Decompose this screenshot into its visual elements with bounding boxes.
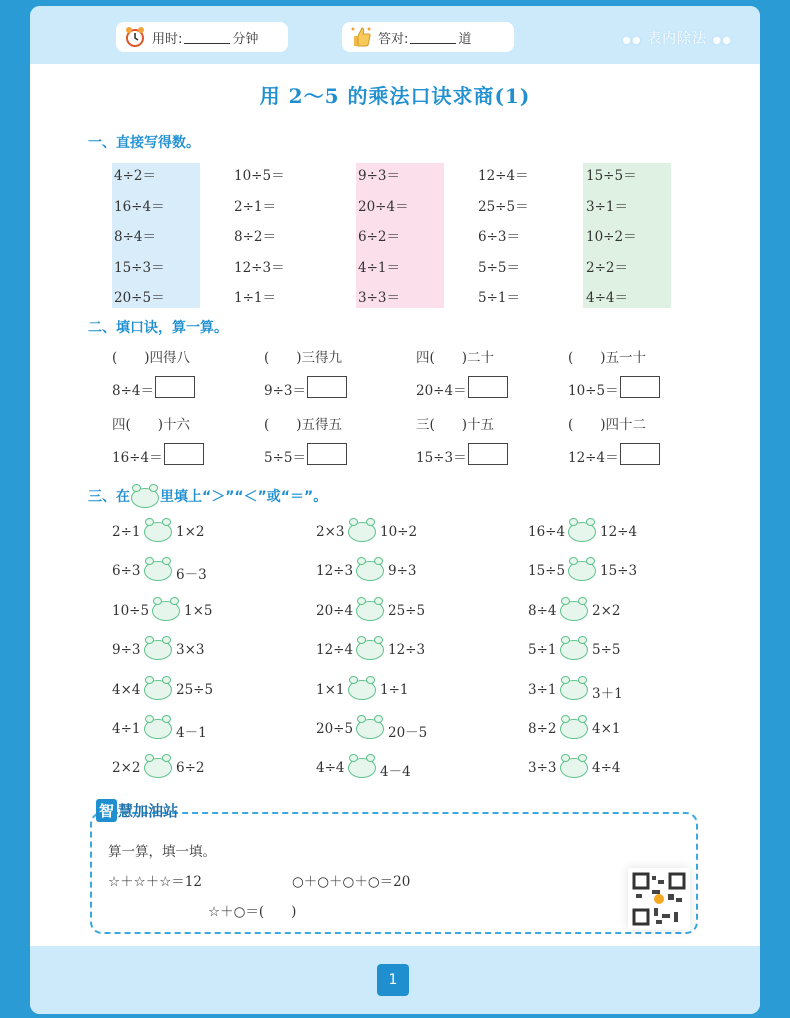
frog-circle-input[interactable] — [144, 518, 172, 540]
compare-right: 5÷5 — [592, 642, 621, 659]
compare-left: 2÷1 — [112, 524, 141, 540]
oral-calc-item[interactable]: 2÷1＝ — [234, 198, 276, 215]
frog-circle-input[interactable] — [568, 518, 596, 540]
compare-right: 4－1 — [176, 725, 207, 741]
frog-circle-icon — [131, 484, 159, 508]
multiplication-rhyme[interactable]: ( )三得九 — [264, 350, 343, 366]
frog-circle-input[interactable] — [144, 676, 172, 698]
compare-left: 1×1 — [316, 681, 345, 698]
answer-box[interactable] — [620, 443, 660, 465]
worksheet-page — [30, 6, 760, 1014]
frog-circle-input[interactable] — [356, 636, 384, 658]
frog-circle-input[interactable] — [356, 715, 384, 737]
compare-right: 15÷3 — [600, 563, 638, 580]
compare-right: 25÷5 — [176, 681, 214, 698]
oral-calc-item[interactable]: 10÷2＝ — [586, 229, 637, 245]
section1-heading: 一、直接写得数。 — [88, 135, 200, 151]
oral-calc-item[interactable]: 2÷2＝ — [586, 259, 628, 276]
oral-calc-item[interactable]: 9÷3＝ — [358, 168, 400, 184]
correct-pill — [342, 22, 514, 52]
compare-right: 10÷2 — [380, 524, 418, 540]
division-expression: 8÷4＝ — [112, 383, 154, 399]
compare-right: 20－5 — [388, 725, 428, 741]
oral-calc-item[interactable]: 5÷5＝ — [478, 259, 520, 276]
frog-circle-input[interactable] — [144, 636, 172, 658]
division-expression: 10÷5＝ — [568, 383, 619, 399]
frog-circle-input[interactable] — [568, 557, 596, 579]
compare-right: 3×3 — [176, 642, 205, 659]
oral-calc-item[interactable]: 4÷1＝ — [358, 259, 400, 276]
bonus-badge — [96, 798, 178, 822]
compare-left: 8÷4 — [528, 602, 557, 619]
frog-circle-input[interactable] — [348, 676, 376, 698]
multiplication-rhyme[interactable]: 三( )十五 — [416, 417, 495, 433]
compare-left: 12÷4 — [316, 642, 354, 659]
multiplication-rhyme[interactable]: ( )四得八 — [112, 350, 191, 366]
compare-left: 10÷5 — [112, 602, 150, 619]
bonus-instruction: 算一算，填一填。 — [108, 844, 216, 860]
compare-right: 6－3 — [176, 567, 207, 584]
oral-calc-item[interactable]: 1÷1＝ — [234, 290, 276, 306]
oral-calc-item[interactable]: 3÷3＝ — [358, 290, 400, 306]
oral-calc-item[interactable]: 6÷3＝ — [478, 229, 520, 245]
frog-circle-input[interactable] — [356, 597, 384, 619]
thumbs-up-icon — [348, 24, 374, 50]
frog-circle-input[interactable] — [560, 676, 588, 698]
frog-circle-input[interactable] — [144, 557, 172, 579]
correct-blank[interactable] — [410, 31, 456, 44]
multiplication-rhyme[interactable]: 四( )十六 — [112, 417, 191, 433]
compare-right: 1×2 — [176, 524, 205, 540]
bonus-eq3[interactable]: ☆＋○＝( ) — [208, 904, 297, 920]
frog-circle-input[interactable] — [144, 715, 172, 737]
compare-left: 2×2 — [112, 760, 141, 777]
compare-right: 25÷5 — [388, 602, 426, 619]
compare-left: 16÷4 — [528, 524, 566, 540]
time-blank[interactable] — [184, 31, 230, 44]
division-expression: 16÷4＝ — [112, 450, 163, 466]
page-number: 1 — [377, 964, 409, 996]
answer-box[interactable] — [468, 443, 508, 465]
answer-box[interactable] — [307, 443, 347, 465]
compare-right: 1÷1 — [380, 681, 409, 698]
answer-box[interactable] — [620, 376, 660, 398]
oral-calc-item[interactable]: 10÷5＝ — [234, 168, 285, 184]
oral-calc-item[interactable]: 16÷4＝ — [114, 198, 165, 215]
frog-circle-input[interactable] — [560, 597, 588, 619]
division-expression: 9÷3＝ — [264, 383, 306, 399]
compare-right: 3＋1 — [592, 685, 623, 702]
time-label: 用时: — [152, 31, 183, 47]
compare-right: 4－4 — [380, 764, 411, 781]
compare-right: 4÷4 — [592, 760, 621, 777]
oral-calc-item[interactable]: 8÷2＝ — [234, 229, 276, 245]
frog-circle-input[interactable] — [560, 636, 588, 658]
time-pill — [116, 22, 288, 52]
compare-left: 20÷4 — [316, 602, 354, 619]
compare-right: 12÷4 — [600, 524, 638, 540]
compare-left: 12÷3 — [316, 563, 354, 580]
section3-heading — [88, 484, 327, 508]
compare-left: 6÷3 — [112, 563, 141, 580]
frog-circle-input[interactable] — [356, 557, 384, 579]
compare-left: 3÷1 — [528, 681, 557, 698]
multiplication-rhyme[interactable]: ( )四十二 — [568, 417, 647, 433]
frog-circle-input[interactable] — [560, 754, 588, 776]
compare-right: 2×2 — [592, 602, 621, 619]
topic-text: 表内除法 — [647, 31, 708, 47]
alarm-clock-icon — [122, 24, 148, 50]
answer-box[interactable] — [307, 376, 347, 398]
compare-left: 4×4 — [112, 681, 141, 698]
compare-left: 20÷5 — [316, 721, 354, 737]
answer-box[interactable] — [164, 443, 204, 465]
compare-left: 4÷1 — [112, 721, 141, 737]
frog-circle-input[interactable] — [152, 597, 180, 619]
oral-calc-item[interactable]: 20÷4＝ — [358, 198, 409, 215]
compare-left: 4÷4 — [316, 760, 345, 777]
bonus-eq1: ☆＋☆＋☆＝12 — [108, 874, 202, 890]
frog-circle-input[interactable] — [144, 754, 172, 776]
oral-calc-item[interactable]: 5÷1＝ — [478, 290, 520, 306]
section2-heading: 二、填口诀，算一算。 — [88, 320, 228, 336]
frog-circle-input[interactable] — [560, 715, 588, 737]
bonus-badge-first: 智 — [96, 799, 117, 822]
compare-right: 12÷3 — [388, 642, 426, 659]
compare-right: 9÷3 — [388, 563, 417, 580]
dots-left-icon: ●● — [622, 35, 642, 46]
division-expression: 12÷4＝ — [568, 450, 619, 466]
oral-calc-item[interactable]: 4÷4＝ — [586, 290, 628, 306]
oral-calc-item[interactable]: 20÷5＝ — [114, 290, 165, 306]
frog-circle-input[interactable] — [348, 754, 376, 776]
bonus-badge-rest: 慧加油站 — [118, 801, 179, 820]
oral-calc-item[interactable]: 4÷2＝ — [114, 168, 156, 184]
compare-left: 2×3 — [316, 524, 345, 540]
multiplication-rhyme[interactable]: ( )五一十 — [568, 350, 647, 366]
answer-box[interactable] — [468, 376, 508, 398]
section3-heading-suffix: 里填上“＞”“＜”或“＝”。 — [160, 489, 328, 505]
bonus-eq2: ○＋○＋○＋○＝20 — [292, 874, 411, 890]
compare-left: 9÷3 — [112, 642, 141, 659]
oral-calc-item[interactable]: 3÷1＝ — [586, 198, 628, 215]
oral-calc-item[interactable]: 15÷5＝ — [586, 168, 637, 184]
compare-right: 6÷2 — [176, 760, 205, 777]
oral-calc-item[interactable]: 12÷3＝ — [234, 259, 285, 276]
qr-code-icon[interactable] — [628, 868, 690, 930]
compare-left: 5÷1 — [528, 642, 557, 659]
frog-circle-input[interactable] — [348, 518, 376, 540]
compare-right: 1×5 — [184, 602, 213, 619]
oral-calc-item[interactable]: 12÷4＝ — [478, 168, 529, 184]
oral-calc-item[interactable]: 25÷5＝ — [478, 198, 529, 215]
correct-label: 答对: — [378, 31, 409, 47]
correct-unit: 道 — [458, 31, 472, 47]
compare-left: 15÷5 — [528, 563, 566, 580]
multiplication-rhyme[interactable]: 四( )二十 — [416, 350, 495, 366]
division-expression: 20÷4＝ — [416, 383, 467, 399]
division-expression: 5÷5＝ — [264, 450, 306, 466]
answer-box[interactable] — [155, 376, 195, 398]
oral-calc-item[interactable]: 15÷3＝ — [114, 259, 165, 276]
header-band — [30, 6, 760, 64]
oral-calc-item[interactable]: 6÷2＝ — [358, 229, 400, 245]
page-title: 用 2～5 的乘法口诀求商(1) — [259, 84, 531, 108]
multiplication-rhyme[interactable]: ( )五得五 — [264, 417, 343, 433]
compare-left: 8÷2 — [528, 721, 557, 737]
topic-label — [622, 28, 732, 48]
section3-heading-prefix: 三、在 — [88, 489, 130, 505]
division-expression: 15÷3＝ — [416, 450, 467, 466]
compare-left: 3÷3 — [528, 760, 557, 777]
time-unit: 分钟 — [232, 31, 259, 47]
compare-right: 4×1 — [592, 721, 621, 737]
dots-right-icon: ●● — [712, 35, 732, 46]
oral-calc-item[interactable]: 8÷4＝ — [114, 229, 156, 245]
